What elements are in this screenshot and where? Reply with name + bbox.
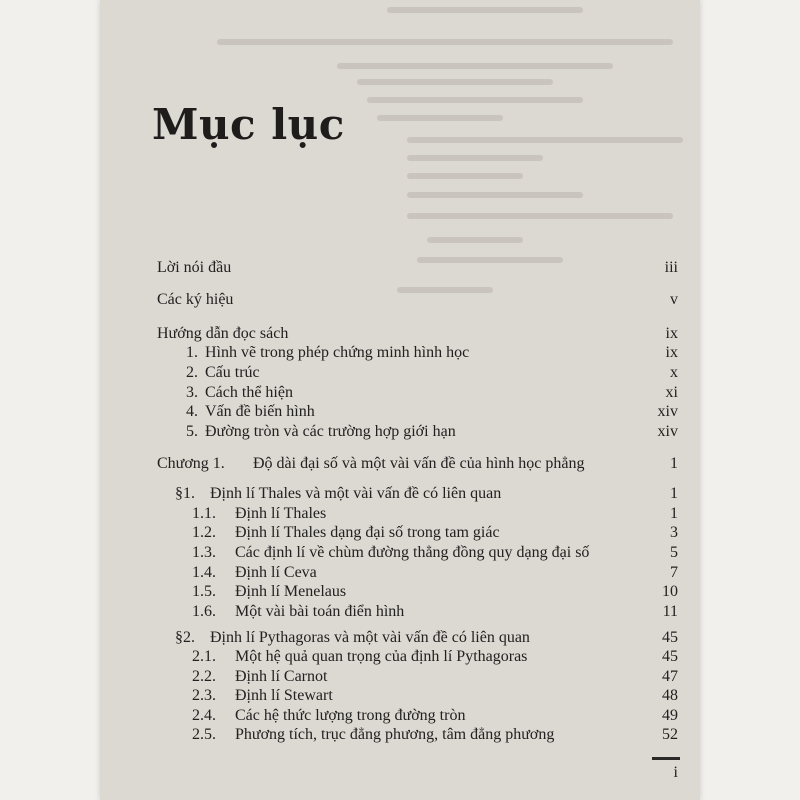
toc-section-number: §2. <box>175 629 195 646</box>
toc-entry <box>100 542 700 564</box>
toc-entry-page: 49 <box>662 707 678 724</box>
toc-entry-number: 1.1. <box>192 505 216 522</box>
toc-entry-page: 45 <box>662 629 678 646</box>
toc-entry-number: 1.4. <box>192 564 216 581</box>
toc-section-entry <box>100 483 700 505</box>
toc-entry-page: xi <box>665 384 678 401</box>
toc-entry-page: 1 <box>670 485 678 502</box>
toc-chapter-entry <box>100 453 700 475</box>
toc-entry-label: Các ký hiệu <box>157 291 234 308</box>
toc-entry-label: Lời nói đầu <box>157 259 232 276</box>
book-page <box>100 0 700 800</box>
toc-entry <box>100 362 700 384</box>
toc-entry-page: 1 <box>670 455 678 472</box>
toc-entry-number: 1.6. <box>192 603 216 620</box>
toc-entry-page: 3 <box>670 524 678 541</box>
toc-entry-label: Định lí Thales <box>235 505 327 522</box>
toc-entry-number: 1.2. <box>192 524 216 541</box>
toc-entry-number: 1. <box>186 344 198 361</box>
toc-entry <box>100 289 700 311</box>
toc-entry <box>100 685 700 707</box>
toc-entry-label: Phương tích, trục đẳng phương, tâm đẳng phương <box>235 726 555 743</box>
toc-section-label: Định lí Thales và một vài vấn đề có liên quan <box>210 485 502 502</box>
footer-page-number: i <box>673 764 678 781</box>
toc-entry-page: x <box>670 364 678 381</box>
page-title: Mục lục <box>152 100 345 149</box>
toc-section-number: §1. <box>175 485 195 502</box>
toc-entry-number: 2.3. <box>192 687 216 704</box>
toc-entry-number: 1.5. <box>192 583 216 600</box>
toc-entry-number: 3. <box>186 384 198 401</box>
toc-entry-page: v <box>670 291 678 308</box>
toc-entry-number: 5. <box>186 423 198 440</box>
toc-entry-label: Định lí Ceva <box>235 564 317 581</box>
toc-entry-page: ix <box>665 344 678 361</box>
toc-entry <box>100 724 700 746</box>
toc-chapter-number: Chương 1. <box>157 455 225 472</box>
toc-entry-page: xiv <box>657 403 678 420</box>
toc-entry-number: 2.4. <box>192 707 216 724</box>
toc-entry-label: Định lí Stewart <box>235 687 333 704</box>
toc-entry-label: Hướng dẫn đọc sách <box>157 325 289 342</box>
toc-entry-number: 2.1. <box>192 648 216 665</box>
toc-entry-number: 2.2. <box>192 668 216 685</box>
toc-chapter-label: Độ dài đại số và một vài vấn đề của hình học phẳng <box>253 455 585 472</box>
toc-entry-label: Một hệ quả quan trọng của định lí Pythagoras <box>235 648 528 665</box>
toc-entry-label: Định lí Menelaus <box>235 583 347 600</box>
toc-entry-page: ix <box>665 325 678 342</box>
toc-entry <box>100 421 700 443</box>
toc-entry-page: 5 <box>670 544 678 561</box>
toc-entry <box>100 601 700 623</box>
toc-entry-number: 2.5. <box>192 726 216 743</box>
toc-entry-label: Vấn đề biến hình <box>205 403 315 420</box>
toc-entry-page: xiv <box>657 423 678 440</box>
toc-entry-label: Các hệ thức lượng trong đường tròn <box>235 707 466 724</box>
toc-entry <box>100 342 700 364</box>
toc-entry <box>100 522 700 544</box>
toc-entry-label: Các định lí về chùm đường thẳng đồng quy dạng đại số <box>235 544 590 561</box>
toc-entry-page: 10 <box>662 583 678 600</box>
toc-entry-label: Cấu trúc <box>205 364 260 381</box>
toc-entry-label: Hình vẽ trong phép chứng minh hình học <box>205 344 470 361</box>
toc-entry-page: 1 <box>670 505 678 522</box>
toc-entry-page: 11 <box>662 603 678 620</box>
toc-entry-label: Một vài bài toán điển hình <box>235 603 405 620</box>
footer-rule <box>652 757 680 760</box>
toc-entry-page: 47 <box>662 668 678 685</box>
toc-entry-number: 2. <box>186 364 198 381</box>
toc-entry <box>100 401 700 423</box>
toc-entry-number: 1.3. <box>192 544 216 561</box>
toc-entry <box>100 646 700 668</box>
toc-entry-label: Cách thể hiện <box>205 384 293 401</box>
toc-entry-number: 4. <box>186 403 198 420</box>
toc-entry-label: Đường tròn và các trường hợp giới hạn <box>205 423 456 440</box>
toc-entry-page: iii <box>664 259 678 276</box>
toc-entry-page: 45 <box>662 648 678 665</box>
toc-entry <box>100 581 700 603</box>
toc-entry-page: 52 <box>662 726 678 743</box>
toc-entry-page: 7 <box>670 564 678 581</box>
toc-entry <box>100 257 700 279</box>
toc-entry-label: Định lí Thales dạng đại số trong tam giác <box>235 524 500 541</box>
toc-entry-label: Định lí Carnot <box>235 668 328 685</box>
toc-section-label: Định lí Pythagoras và một vài vấn đề có liên quan <box>210 629 530 646</box>
toc-entry-page: 48 <box>662 687 678 704</box>
